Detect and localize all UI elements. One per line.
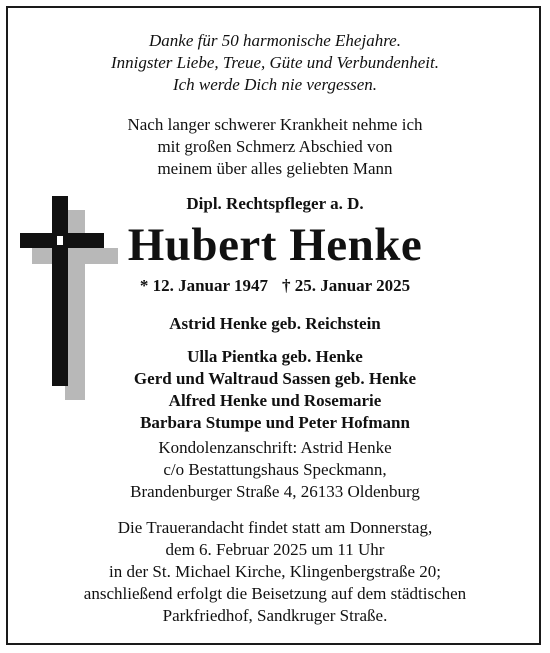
- dedication-line: Danke für 50 harmonische Ehejahre.: [149, 31, 401, 50]
- intro-line: Nach langer schwerer Krankheit nehme ich: [127, 115, 423, 134]
- life-dates: [0, 275, 550, 297]
- deceased-name: Hubert Henke: [127, 219, 423, 271]
- dedication-text: [0, 30, 550, 96]
- family-member: Alfred Henke und Rosemarie: [168, 391, 382, 410]
- intro-line: meinem über alles geliebten Mann: [157, 159, 393, 178]
- family-member: Barbara Stumpe und Peter Hofmann: [140, 413, 410, 432]
- condolence-line: c/o Bestattungshaus Speckmann,: [163, 460, 387, 479]
- service-line: Die Trauerandacht findet statt am Donnerstag,: [117, 518, 433, 537]
- widow-name: Astrid Henke geb. Reichstein: [169, 314, 381, 333]
- dedication-line: Ich werde Dich nie vergessen.: [172, 75, 378, 94]
- deceased-title: Dipl. Rechtspfleger a. D.: [186, 194, 364, 213]
- family-member: Gerd und Waltraud Sassen geb. Henke: [133, 369, 417, 388]
- service-line: in der St. Michael Kirche, Klingenbergstraße 20;: [108, 562, 442, 581]
- condolence-line: Brandenburger Straße 4, 26133 Oldenburg: [130, 482, 420, 501]
- family-member: Ulla Pientka geb. Henke: [187, 347, 363, 366]
- service-line: anschließend erfolgt die Beisetzung auf dem städtischen: [83, 584, 467, 603]
- service-line: Parkfriedhof, Sandkruger Straße.: [162, 606, 388, 625]
- birth-date: * 12. Januar 1947: [139, 276, 268, 295]
- condolence-address: [0, 437, 550, 503]
- intro-text: [0, 114, 550, 180]
- service-details: [0, 517, 550, 627]
- intro-line: mit großen Schmerz Abschied von: [157, 137, 393, 156]
- dedication-line: Innigster Liebe, Treue, Güte und Verbundenheit.: [111, 53, 439, 72]
- death-date: † 25. Januar 2025: [282, 276, 411, 295]
- condolence-line: Kondolenzanschrift: Astrid Henke: [158, 438, 392, 457]
- service-line: dem 6. Februar 2025 um 11 Uhr: [165, 540, 385, 559]
- family-list: [0, 346, 550, 434]
